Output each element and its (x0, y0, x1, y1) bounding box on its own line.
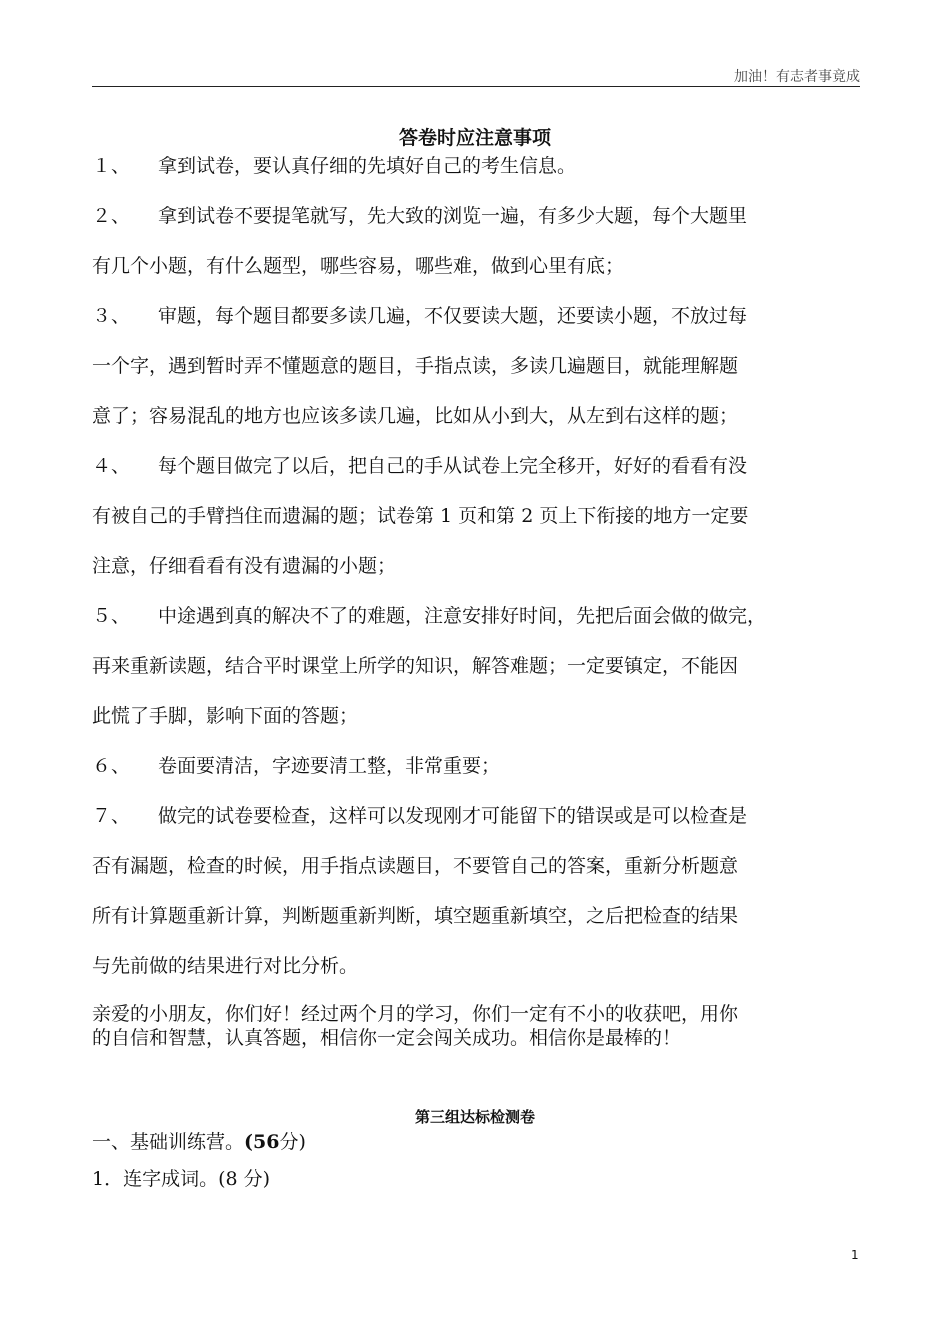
exam-title: 第三组达标检测卷 (414, 1108, 535, 1126)
question-heading: 1．连字成词。(8 分) (92, 1168, 271, 1190)
list-item-continued: 与先前做的结果进行对比分析。 (92, 955, 359, 977)
list-item: １、 拿到试卷，要认真仔细的先填好自己的考生信息。 (92, 155, 577, 177)
list-item-continued: 有被自己的手臂挡住而遗漏的题；试卷第 1 页和第 2 页上下衔接的地方一定要 (92, 505, 749, 527)
list-item-continued: 再来重新读题，结合平时课堂上所学的知识，解答难题；一定要镇定，不能因 (92, 655, 739, 677)
closing-message: 亲爱的小朋友，你们好！经过两个月的学习，你们一定有不小的收获吧，用你 的自信和智慧，认真答题，相信你一定会闯关成功。相信你是最棒的！ (92, 1003, 739, 1049)
list-item: ６、 卷面要清洁，字迹要清工整，非常重要； (92, 755, 501, 777)
notes-list (92, 141, 872, 991)
list-item: ２、 拿到试卷不要提笔就写，先大致的浏览一遍，有多少大题，每个大题里 (92, 205, 748, 227)
list-item: ４、 每个题目做完了以后，把自己的手从试卷上完全移开，好好的看看有没 (92, 455, 748, 477)
list-item-continued: 注意，仔细看看有没有遗漏的小题； (92, 555, 397, 577)
header-motto: 加油！有志者事竟成 (734, 69, 860, 85)
page-title: 答卷时应注意事项 (398, 127, 551, 149)
list-item-continued: 所有计算题重新计算，判断题重新判断，填空题重新填空，之后把检查的结果 (92, 905, 739, 927)
page-header (92, 66, 860, 87)
list-item: ３、 审题，每个题目都要多读几遍，不仅要读大题，还要读小题，不放过每 (92, 305, 748, 327)
section-heading: 一、基础训练营。(56分) (92, 1131, 306, 1153)
list-item-continued: 意了；容易混乱的地方也应该多读几遍，比如从小到大，从左到右这样的题； (92, 405, 739, 427)
list-item-continued: 此慌了手脚，影响下面的答题； (92, 705, 359, 727)
list-item: ７、 做完的试卷要检查，这样可以发现刚才可能留下的错误或是可以检查是 (92, 805, 748, 827)
list-item-continued: 否有漏题，检查的时候，用手指点读题目，不要管自己的答案，重新分析题意 (92, 855, 739, 877)
list-item: ５、 中途遇到真的解决不了的难题，注意安排好时间，先把后面会做的做完， (92, 605, 767, 627)
list-item-continued: 有几个小题，有什么题型，哪些容易，哪些难，做到心里有底； (92, 255, 625, 277)
list-item-continued: 一个字，遇到暂时弄不懂题意的题目，手指点读，多读几遍题目，就能理解题 (92, 355, 739, 377)
page-number: 1 (851, 1248, 859, 1262)
